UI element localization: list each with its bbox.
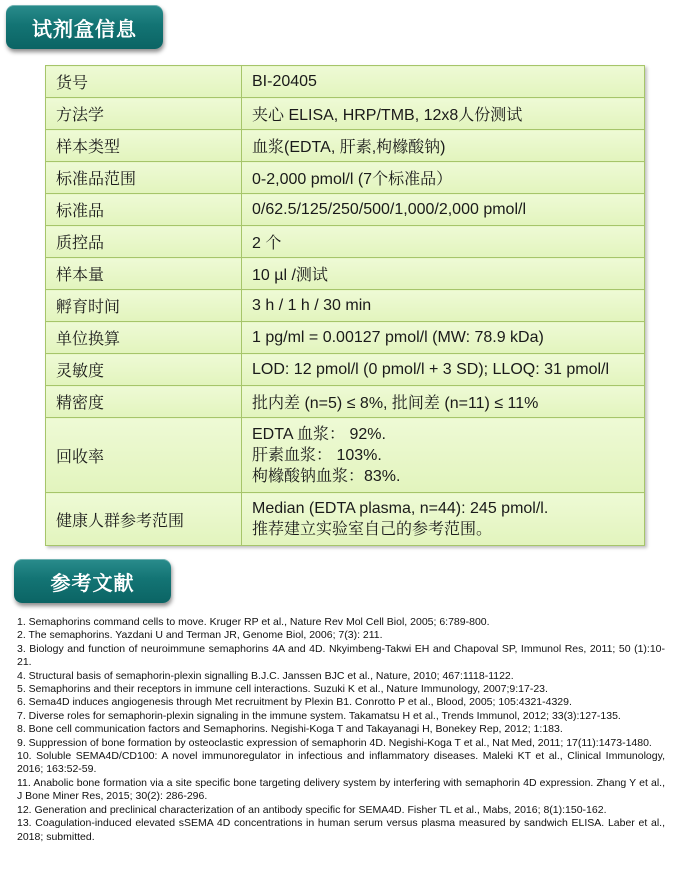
reference-item: 7. Diverse roles for semaphorin-plexin signaling in the immune system. Takamatsu H et al., Trends Immunol, 2012; 33(3):127-135. (17, 709, 621, 722)
reference-item: 11. Anabolic bone formation via a site specific bone targeting delivery system by interfering with semaphorin 4D expression. Zhang Y et al., J Bone Miner Res, 2015; 30(2): 286-296. (17, 776, 665, 803)
row-label-reference-range: 健康人群参考范围 (46, 493, 242, 546)
row-value-standards: 0/62.5/125/250/500/1,000/2,000 pmol/l (242, 194, 645, 226)
row-value-sample-type: 血浆(EDTA, 肝素,枸橼酸钠) (242, 130, 645, 162)
recovery-citrate: 枸橼酸钠血浆：83%. (252, 467, 401, 485)
table-row (46, 226, 645, 258)
row-label-controls: 质控品 (46, 226, 242, 258)
row-value-sample-volume: 10 µl /测试 (242, 258, 645, 290)
row-value-incubation-time: 3 h / 1 h / 30 min (242, 290, 645, 322)
reference-item: 4. Structural basis of semaphorin-plexin signalling B.J.C. Janssen BJC et al., Nature, 2010; 467:1118-1122. (17, 669, 514, 682)
table-row (46, 98, 645, 130)
table-row (46, 194, 645, 226)
kit-info-table (45, 65, 645, 546)
recovery-heparin: 肝素血浆： 103%. (252, 446, 382, 464)
row-value-recovery (242, 418, 645, 493)
table-row (46, 322, 645, 354)
row-label-sensitivity: 灵敏度 (46, 354, 242, 386)
reference-item: 6. Sema4D induces angiogenesis through Met recruitment by Plexin B1. Conrotto P et al., Blood, 2005; 105:4321-4329. (17, 696, 572, 709)
row-label-catalog-number: 货号 (46, 66, 242, 98)
row-value-method: 夹心 ELISA, HRP/TMB, 12x8人份测试 (242, 98, 645, 130)
row-label-precision: 精密度 (46, 386, 242, 418)
row-label-recovery: 回收率 (46, 418, 242, 493)
table-row (46, 130, 645, 162)
row-value-sensitivity: LOD: 12 pmol/l (0 pmol/l + 3 SD); LLOQ: 31 pmol/l (242, 354, 645, 386)
reference-item: 3. Biology and function of neuroimmune semaphorins 4A and 4D. Nkyimbeng-Takwi EH and Chapoval SP, Immunol Res, 2011; 50 (1):10-21. (17, 642, 665, 669)
table-row (46, 418, 645, 493)
table-row (46, 66, 645, 98)
reference-median: Median (EDTA plasma, n=44): 245 pmol/l. (252, 500, 549, 517)
row-label-unit-conversion: 单位换算 (46, 322, 242, 354)
reference-item: 10. Soluble SEMA4D/CD100: A novel immunoregulator in infectious and inflammatory diseases. Maleki KT et al., Clinical Immunology, 2016; 163:52-59. (17, 750, 665, 776)
row-label-method: 方法学 (46, 98, 242, 130)
reference-item: 12. Generation and preclinical characterization of an antibody specific for SEMA4D. Fisher TL et al., Mabs, 2016; 8(1):150-162. (17, 803, 607, 816)
table-row (46, 290, 645, 322)
kit-info-header: 试剂盒信息 (6, 5, 163, 49)
reference-item: 9. Suppression of bone formation by osteoclastic expression of semaphorin 4D. Negishi-Koga T et al., Nat Med, 2011; 17(11):1473-1480. (17, 736, 652, 749)
row-label-incubation-time: 孵育时间 (46, 290, 242, 322)
reference-item: 5. Semaphorins and their receptors in immune cell interactions. Suzuki K et al., Nature Immunology, 2007;9:17-23. (17, 683, 548, 696)
references-header: 参考文献 (14, 559, 171, 603)
row-value-precision: 批内差 (n=5) ≤ 8%, 批间差 (n=11) ≤ 11% (242, 386, 645, 418)
row-label-standards: 标准品 (46, 194, 242, 226)
row-value-controls: 2 个 (242, 226, 645, 258)
reference-item: 13. Coagulation-induced elevated sSEMA 4D concentrations in human serum versus plasma measured by sandwich ELISA. Laber et al., 2018; submitted. (17, 817, 665, 843)
reference-item: 2. The semaphorins. Yazdani U and Terman JR, Genome Biol, 2006; 7(3): 211. (17, 629, 383, 642)
row-value-reference-range (242, 493, 645, 546)
table-row (46, 386, 645, 418)
table-row (46, 493, 645, 546)
row-value-unit-conversion: 1 pg/ml = 0.00127 pmol/l (MW: 78.9 kDa) (242, 322, 645, 354)
table-row (46, 162, 645, 194)
row-label-standard-range: 标准品范围 (46, 162, 242, 194)
row-value-standard-range: 0-2,000 pmol/l (7个标准品） (242, 162, 645, 194)
table-row (46, 354, 645, 386)
recovery-edta: EDTA 血浆： 92%. (252, 425, 386, 443)
table-row (46, 258, 645, 290)
row-label-sample-volume: 样本量 (46, 258, 242, 290)
row-value-catalog-number: BI-20405 (242, 66, 645, 98)
references-list (17, 616, 665, 844)
row-label-sample-type: 样本类型 (46, 130, 242, 162)
reference-recommendation: 推荐建立实验室自己的参考范围。 (252, 521, 493, 538)
reference-item: 8. Bone cell communication factors and Semaphorins. Negishi-Koga T and Takayanagi H, Bonekey Rep, 2012; 1:183. (17, 723, 563, 736)
reference-item: 1. Semaphorins command cells to move. Kruger RP et al., Nature Rev Mol Cell Biol, 2005; 6:789-800. (17, 616, 490, 628)
